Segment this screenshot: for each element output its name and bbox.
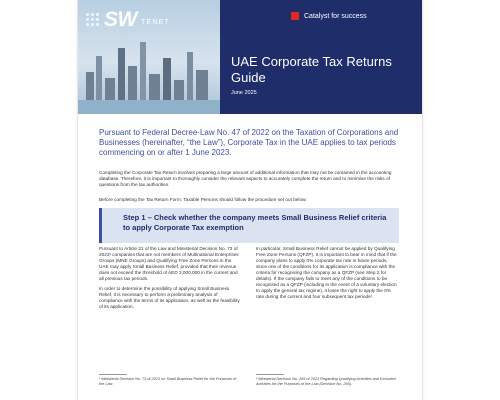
right-column (256, 246, 398, 304)
logo-subtext: TENET (141, 19, 170, 26)
step-1-heading: Step 1 – Check whether the company meets Small Business Relief criteria to apply Corporate Tax exemption (123, 213, 387, 232)
header-banner (78, 0, 422, 114)
footnote-2: ² Ministerial Decision No. 265 of 2023 Regarding Qualifying Activities and Excluded Activities for the Purposes of the Law (Decision No. 265). (256, 377, 396, 386)
footnote-divider-left (99, 374, 127, 375)
document-title: UAE Corporate Tax Returns Guide (231, 54, 392, 85)
tagline-icon (291, 12, 299, 20)
tagline: Catalyst for success (304, 13, 367, 20)
document-page (78, 0, 422, 400)
footnote-divider-right (256, 374, 284, 375)
logo (86, 10, 226, 36)
left-column (99, 246, 241, 314)
procedure-intro: Before completing the Tax Return Form, Taxable Persons should follow the procedure set out below: (99, 197, 307, 202)
left-paragraph-2: In order to determine the possibility of applying Small Business Relief, it is necessary to perform a preliminary analysis of compliance with the terms of its application, as well as the feasibility of its application. (99, 286, 240, 309)
footnote-1: ¹ Ministerial Decision No. 73 of 2023 on Small Business Relief for the Purposes of the Law. (99, 377, 237, 386)
lead-paragraph: Pursuant to Federal Decree-Law No. 47 of 2022 on the Taxation of Corporations and Businesses (hereinafter, “the Law”), Corporate Tax in the UAE applies to tax periods commencing on or after 1 June 2023. (99, 128, 399, 157)
left-paragraph-1: Pursuant to Article 21 of the Law and Ministerial Decision No. 73 of 2023¹ companies that are not members of Multinational Enterprises Groups (MNE Groups) and Qualifying Free Zone Persons in the UAE may apply Small Business Relief, provided that their revenue does not exceed the threshold of AED 3,000,000 in the current and all previous tax periods. (99, 246, 239, 281)
logo-mark-icon (86, 13, 102, 29)
right-paragraph-1: In particular, Small Business Relief cannot be applied by Qualifying Free Zone Persons (QFZP). It is important to bear in mind that if the company plans to apply 0% corporate tax rate in future periods, since one of the conditions for its application is compliance with the criteria for recognising the company as a QFZP (see Step 2 for details). If the company fails to meet any of the conditions to be recognised as a QFZP (including in the event of a voluntary election to apply the general tax regime), it loses the right to apply the 0% rate during the current and four subsequent tax periods². (256, 246, 397, 299)
document-date: June 2025 (231, 90, 257, 96)
logo-text: SW (104, 8, 137, 31)
intro-paragraph: Completing the Corporate Tax Return involves preparing a large amount of additional information that may not be contained in the accounting database. Therefore, it is important to thoroughly consider the relevant aspects to accurately complete the return and to minimise the risks of questions from the tax authorities. (99, 170, 392, 187)
